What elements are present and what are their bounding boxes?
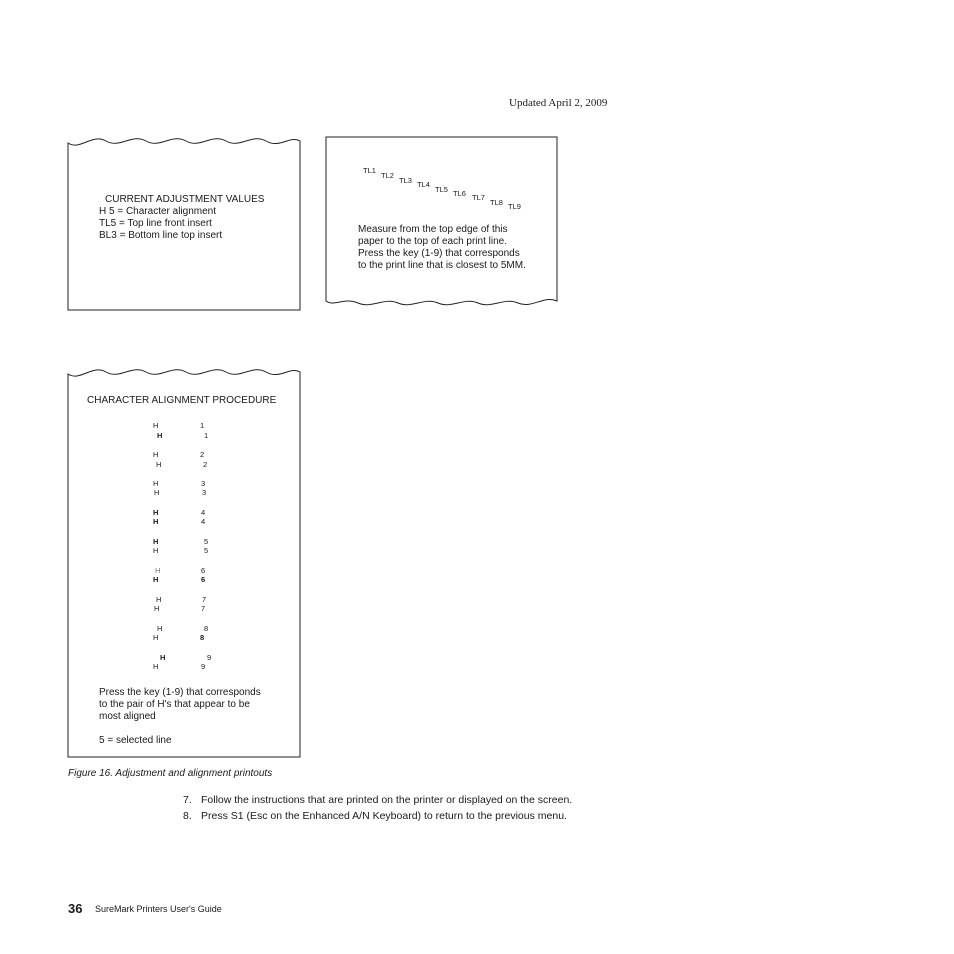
h-mark: H (153, 517, 159, 526)
pair-number: 1 (204, 431, 209, 440)
h-mark: H (153, 633, 159, 642)
h-mark: H (154, 604, 160, 613)
pair-number: 8 (204, 624, 209, 633)
page-number: 36 (68, 901, 83, 916)
pair-number: 6 (201, 575, 206, 584)
tl-label: TL7 (472, 193, 485, 202)
pair-number: 4 (201, 517, 206, 526)
printout-line: H 5 = Character alignment (99, 206, 217, 217)
pair-number: 7 (202, 595, 207, 604)
tl-label: TL8 (490, 198, 503, 207)
printout-line: Measure from the top edge of this (358, 224, 508, 235)
printout-line: most aligned (99, 711, 156, 722)
h-mark: H (157, 624, 163, 633)
pair-number: 9 (207, 653, 212, 662)
h-mark: H (153, 479, 159, 488)
tl-label: TL5 (435, 185, 448, 194)
pair-number: 6 (201, 566, 206, 575)
step-7 (183, 792, 572, 808)
printout-line: paper to the top of each print line. (358, 236, 507, 247)
tl-label: TL4 (417, 180, 430, 189)
pair-number: 5 (204, 537, 209, 546)
character-alignment-printout (68, 364, 300, 758)
pair-number: 4 (201, 508, 206, 517)
instruction-steps (183, 792, 572, 824)
printout-line: to the pair of H's that appear to be (99, 699, 250, 710)
tl-label: TL3 (399, 176, 412, 185)
printout-line: Press the key (1-9) that corresponds (99, 687, 261, 698)
selected-line: 5 = selected line (99, 735, 172, 746)
h-mark: H (153, 421, 159, 430)
h-mark: H (156, 595, 162, 604)
h-mark: H (153, 575, 159, 584)
printout-title: CURRENT ADJUSTMENT VALUES (105, 194, 265, 205)
step-text: Press S1 (Esc on the Enhanced A/N Keyboard) to return to the previous menu. (201, 810, 567, 822)
pair-number: 1 (200, 421, 205, 430)
printout-line: to the print line that is closest to 5MM. (358, 260, 526, 271)
step-number: 7. (183, 794, 192, 806)
pair-number: 7 (201, 604, 206, 613)
printout-line: BL3 = Bottom line top insert (99, 230, 223, 241)
pair-number: 2 (203, 460, 208, 469)
h-mark: H (153, 450, 159, 459)
h-mark: H (156, 460, 162, 469)
tl-label: TL2 (381, 171, 394, 180)
pair-number: 3 (202, 488, 207, 497)
ticket-outline (326, 137, 558, 309)
step-text: Follow the instructions that are printed on the printer or displayed on the screen. (201, 794, 573, 806)
top-line-printout (326, 137, 558, 309)
h-mark: H (160, 653, 166, 662)
figure-caption: Figure 16. Adjustment and alignment printouts (68, 768, 273, 779)
pair-number: 3 (201, 479, 206, 488)
tl-label: TL9 (508, 202, 521, 211)
h-mark: H (153, 537, 159, 546)
tl-label: TL1 (363, 166, 376, 175)
h-mark: H (153, 662, 159, 671)
pair-number: 2 (200, 450, 205, 459)
pair-number: 9 (201, 662, 206, 671)
tl-label: TL6 (453, 189, 466, 198)
updated-date: Updated April 2, 2009 (509, 97, 608, 109)
printout-title: CHARACTER ALIGNMENT PROCEDURE (87, 395, 277, 406)
h-mark: H (153, 508, 159, 517)
footer-title: SureMark Printers User's Guide (95, 904, 222, 914)
printout-line: TL5 = Top line front insert (99, 218, 212, 229)
h-mark: H (157, 431, 163, 440)
step-8 (183, 808, 572, 824)
printout-line: Press the key (1-9) that corresponds (358, 248, 520, 259)
h-mark: H (153, 546, 159, 555)
pair-number: 8 (200, 633, 205, 642)
pair-number: 5 (204, 546, 209, 555)
step-number: 8. (183, 810, 192, 822)
adjustment-values-printout (68, 133, 300, 311)
h-mark: H (155, 566, 161, 575)
h-mark: H (154, 488, 160, 497)
